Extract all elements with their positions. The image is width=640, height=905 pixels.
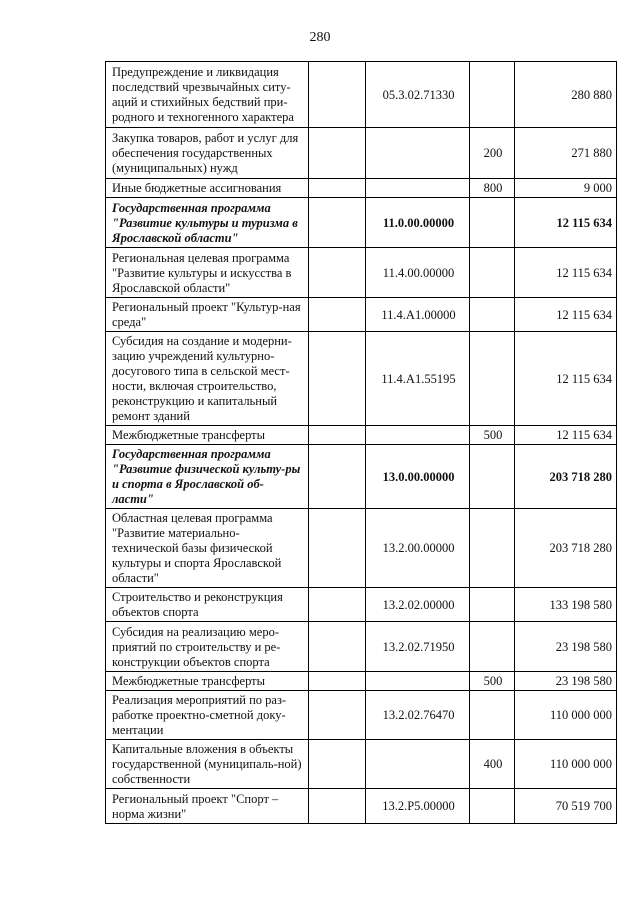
item-name-cell: Предупреждение и ликвидация последствий чрезвычайных ситу-аций и стихийных бедствий при-родного и техногенного характера (106, 62, 309, 128)
expense-type-cell (470, 198, 515, 248)
empty-cell (309, 445, 366, 509)
item-name-cell: Капитальные вложения в объекты государственной (муниципаль-ной) собственности (106, 740, 309, 789)
expense-type-cell (470, 332, 515, 426)
empty-cell (309, 128, 366, 179)
table-row (106, 509, 617, 588)
table-row (106, 740, 617, 789)
table-row (106, 332, 617, 426)
amount-cell: 12 115 634 (515, 426, 617, 445)
expense-type-cell (470, 445, 515, 509)
item-name-cell: Региональная целевая программа "Развитие культуры и искусства в Ярославской области" (106, 248, 309, 298)
target-code-cell (366, 179, 470, 198)
empty-cell (309, 248, 366, 298)
expense-type-cell: 200 (470, 128, 515, 179)
target-code-cell: 11.0.00.00000 (366, 198, 470, 248)
empty-cell (309, 426, 366, 445)
target-code-cell: 13.2.00.00000 (366, 509, 470, 588)
budget-table (105, 61, 617, 824)
amount-cell: 110 000 000 (515, 740, 617, 789)
item-name-cell: Иные бюджетные ассигнования (106, 179, 309, 198)
item-name-cell: Государственная программа "Развитие культуры и туризма в Ярославской области" (106, 198, 309, 248)
amount-cell: 12 115 634 (515, 298, 617, 332)
target-code-cell: 13.2.02.00000 (366, 588, 470, 622)
target-code-cell: 11.4.A1.55195 (366, 332, 470, 426)
expense-type-cell (470, 298, 515, 332)
item-name-cell: Строительство и реконструкция объектов спорта (106, 588, 309, 622)
empty-cell (309, 298, 366, 332)
table-row (106, 179, 617, 198)
table-row (106, 128, 617, 179)
expense-type-cell (470, 789, 515, 824)
target-code-cell: 11.4.00.00000 (366, 248, 470, 298)
target-code-cell: 13.0.00.00000 (366, 445, 470, 509)
amount-cell: 23 198 580 (515, 672, 617, 691)
amount-cell: 203 718 280 (515, 509, 617, 588)
target-code-cell (366, 672, 470, 691)
empty-cell (309, 332, 366, 426)
empty-cell (309, 179, 366, 198)
table-row (106, 445, 617, 509)
item-name-cell: Реализация мероприятий по раз-работке проектно-сметной доку-ментации (106, 691, 309, 740)
budget-table-body (106, 62, 617, 824)
item-name-cell: Закупка товаров, работ и услуг для обеспечения государственных (муниципальных) нужд (106, 128, 309, 179)
empty-cell (309, 62, 366, 128)
table-row (106, 588, 617, 622)
amount-cell: 271 880 (515, 128, 617, 179)
table-row (106, 672, 617, 691)
item-name-cell: Региональный проект "Культур-ная среда" (106, 298, 309, 332)
amount-cell: 133 198 580 (515, 588, 617, 622)
expense-type-cell (470, 248, 515, 298)
expense-type-cell (470, 691, 515, 740)
amount-cell: 12 115 634 (515, 332, 617, 426)
item-name-cell: Региональный проект "Спорт – норма жизни" (106, 789, 309, 824)
target-code-cell (366, 426, 470, 445)
item-name-cell: Государственная программа "Развитие физической культу-ры и спорта в Ярославской об-ласти" (106, 445, 309, 509)
item-name-cell: Субсидия на реализацию меро-приятий по строительству и ре-конструкции объектов спорта (106, 622, 309, 672)
amount-cell: 280 880 (515, 62, 617, 128)
item-name-cell: Межбюджетные трансферты (106, 426, 309, 445)
item-name-cell: Субсидия на создание и модерни-зацию учреждений культурно-досугового типа в сельской мест-ности, включая строительство, реконструкцию и капитальный ремонт зданий (106, 332, 309, 426)
amount-cell: 70 519 700 (515, 789, 617, 824)
empty-cell (309, 672, 366, 691)
amount-cell: 9 000 (515, 179, 617, 198)
expense-type-cell (470, 509, 515, 588)
expense-type-cell: 800 (470, 179, 515, 198)
table-row (106, 789, 617, 824)
target-code-cell (366, 128, 470, 179)
table-row (106, 248, 617, 298)
expense-type-cell: 500 (470, 426, 515, 445)
amount-cell: 110 000 000 (515, 691, 617, 740)
target-code-cell: 13.2.P5.00000 (366, 789, 470, 824)
target-code-cell: 05.3.02.71330 (366, 62, 470, 128)
table-row (106, 62, 617, 128)
amount-cell: 203 718 280 (515, 445, 617, 509)
target-code-cell: 13.2.02.76470 (366, 691, 470, 740)
item-name-cell: Областная целевая программа "Развитие материально-технической базы физической культуры и спорта Ярославской области" (106, 509, 309, 588)
table-row (106, 691, 617, 740)
empty-cell (309, 622, 366, 672)
expense-type-cell (470, 62, 515, 128)
table-row (106, 298, 617, 332)
table-row (106, 426, 617, 445)
empty-cell (309, 509, 366, 588)
expense-type-cell (470, 588, 515, 622)
expense-type-cell: 400 (470, 740, 515, 789)
table-row (106, 622, 617, 672)
item-name-cell: Межбюджетные трансферты (106, 672, 309, 691)
empty-cell (309, 588, 366, 622)
amount-cell: 12 115 634 (515, 198, 617, 248)
expense-type-cell (470, 622, 515, 672)
target-code-cell: 11.4.A1.00000 (366, 298, 470, 332)
empty-cell (309, 198, 366, 248)
table-row (106, 198, 617, 248)
empty-cell (309, 691, 366, 740)
target-code-cell: 13.2.02.71950 (366, 622, 470, 672)
expense-type-cell: 500 (470, 672, 515, 691)
page-number: 280 (309, 30, 331, 45)
target-code-cell (366, 740, 470, 789)
empty-cell (309, 789, 366, 824)
amount-cell: 12 115 634 (515, 248, 617, 298)
amount-cell: 23 198 580 (515, 622, 617, 672)
empty-cell (309, 740, 366, 789)
